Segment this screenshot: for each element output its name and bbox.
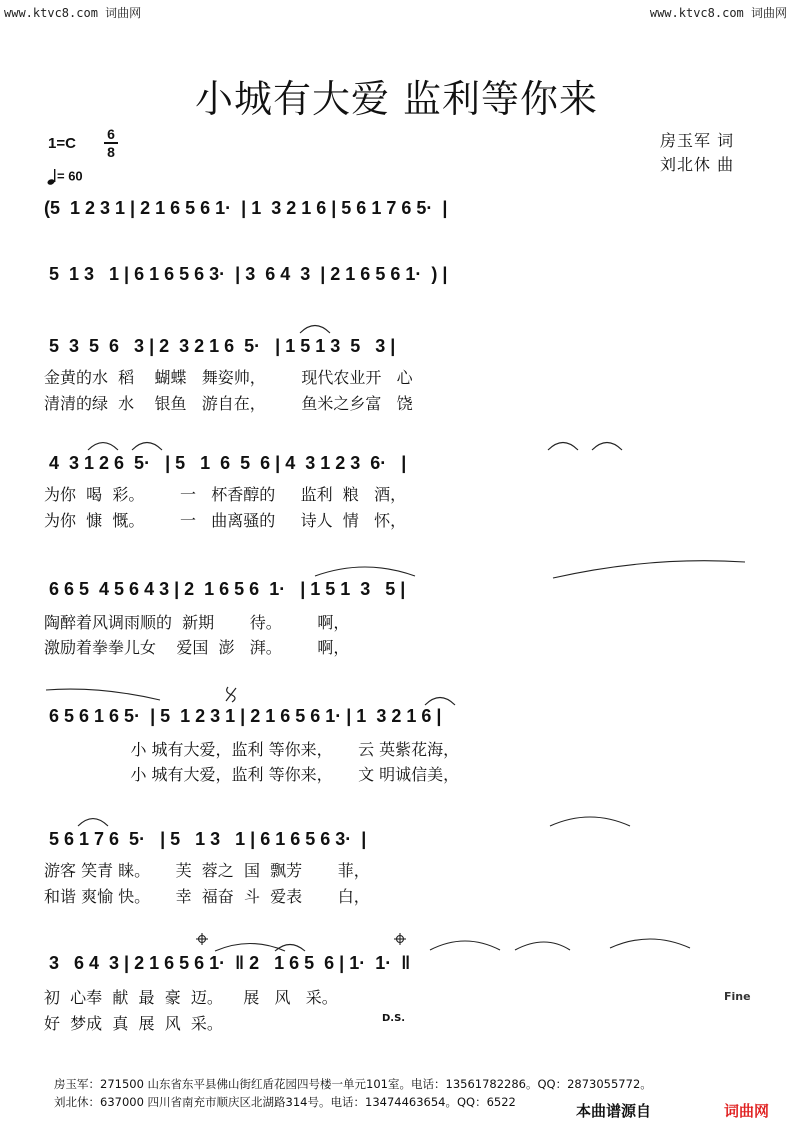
notation-line: 5 1 3 1 | 6 1 6 5 6 3· | 3 6 4 3 | 2 1 6 5 6 1· ) | [44,264,448,284]
slur-mark [430,941,500,950]
lyric-verse-2: 好 梦成 真 展 风 采。 [44,1014,223,1033]
slur-mark [553,561,745,578]
lyric-verse-1: 小 城有大爱，监利 等你来， 云 英紫花海， [44,740,460,759]
slur-mark [425,698,455,706]
watermark-left: www.ktvc8.com 词曲网 [4,6,142,20]
ds-mark: D.S. [382,1013,406,1024]
footer-composer-address: 刘北休：637000 四川省南充市顺庆区北湖路314号。电话：13474463654。QQ：6522 [54,1095,516,1109]
lyric-verse-1: 金黄的水 稻 蝴蝶 舞姿帅， 现代农业开 心 [44,368,413,387]
lyric-verse-1: 为你 喝 彩。 一 杯香醇的 监利 粮 酒， [44,485,407,504]
slur-mark [548,443,578,451]
tempo-value: = 60 [57,168,83,184]
notation-line: 5 6 1 7 6 5· | 5 1 3 1 | 6 1 6 5 6 3· | [44,829,367,849]
lyricist-credit: 房玉军 词 [660,131,735,150]
notation-line: 3 6 4 3 | 2 1 6 5 6 1· ‖ 2 1 6 5 6 | 1· 1· ‖ [44,953,411,973]
slur-mark [515,942,570,950]
slur-mark [78,819,108,827]
slur-mark [275,945,305,952]
notation-line: 6 5 6 1 6 5· | 5 1 2 3 1 | 2 1 6 5 6 1· | 1 3 2 1 6 | [44,706,442,726]
slur-mark [46,689,160,700]
source-label: 本曲谱源自 [576,1102,652,1120]
notation-line: 6 6 5 4 5 6 4 3 | 2 1 6 5 6 1· | 1 5 1 3 5 | [44,579,406,599]
coda-icon [196,933,208,945]
lyric-verse-2: 激励着拳拳儿女 爱国 澎 湃。 啊， [44,638,350,657]
slur-mark [132,443,162,451]
slur-mark [88,443,118,451]
slur-mark [300,326,330,334]
lyric-verse-2: 为你 慷 慨。 一 曲离骚的 诗人 情 怀， [44,511,407,530]
lyric-verse-1: 游客 笑青 睐。 芙 蓉之 国 飘芳 菲， [44,861,370,880]
slur-mark [610,939,690,948]
source-site-logo: 词曲网 [724,1102,770,1120]
notation-line: 4 3 1 2 6 5· | 5 1 6 5 6 | 4 3 1 2 3 6· | [44,453,407,473]
watermark-right: www.ktvc8.com 词曲网 [649,6,787,20]
key-signature: 1=C [48,135,76,152]
slur-mark [592,443,622,451]
lyric-verse-1: 初 心奉 献 最 豪 迈。 展 风 采。 [44,988,338,1007]
slur-mark [550,817,630,826]
fine-mark: Fine [724,990,751,1003]
slur-mark [315,567,415,576]
lyric-verse-2: 清清的绿 水 银鱼 游自在， 鱼米之乡富 饶 [44,394,413,413]
segno-icon [226,687,236,702]
coda-icon [394,933,406,945]
lyric-verse-1: 陶醉着风调雨顺的 新期 待。 啊， [44,613,350,632]
lyric-verse-2: 和谐 爽愉 快。 幸 福奋 斗 爱表 白， [44,887,370,906]
footer-lyricist-address: 房玉军：271500 山东省东平县佛山街红盾花园四号楼一单元101室。电话：13561782286。QQ：2873055772。 [54,1077,652,1091]
notation-line: 5 3 5 6 3 | 2 3 2 1 6 5· | 1 5 1 3 5 3 | [44,336,396,356]
composer-credit: 刘北休 曲 [660,155,735,174]
score-title: 小城有大爱 监利等你来 [194,77,599,121]
notation-line: (5 1 2 3 1 | 2 1 6 5 6 1· | 1 3 2 1 6 | 5 6 1 7 6 5· | [44,198,448,218]
time-signature-top: 6 [107,126,115,142]
slur-mark [215,944,285,952]
lyric-verse-2: 小 城有大爱，监利 等你来， 文 明诚信美， [44,765,460,784]
time-signature-bottom: 8 [107,143,115,160]
